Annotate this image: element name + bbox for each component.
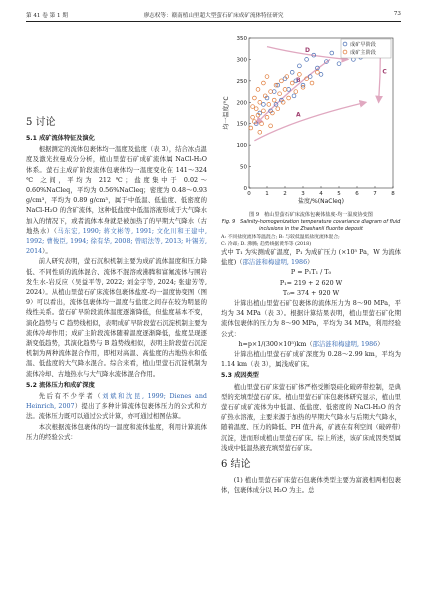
x-tick-label: 2 [283,191,287,197]
early-stage-point [272,90,276,94]
early-stage-point [337,62,341,66]
main-stage-point [265,75,269,79]
main-stage-point [269,90,273,94]
early-stage-point [287,88,291,92]
main-stage-point [316,70,320,74]
y-tick-label: 100 [236,143,247,150]
section-5-title: 5 讨论 [26,117,56,128]
citation-link[interactable]: 马东宏, 1990; 蒋文彬等, 1991; 文化川和王建中, 1992; 曹俊臣, 1994; 徐有华, 2008; 曾昭法等, 2013; 叶锡芳, 2014 [26,227,208,256]
equation-depth: h=p×1/(300×10⁵)km（邵洁涟和梅建明, 1986） [238,340,384,348]
y-tick-label: 200 [236,100,247,107]
main-stage-point [258,130,262,134]
x-tick-label: 1 [265,191,269,197]
main-stage-point [290,81,294,85]
x-tick-label: 4 [319,191,323,197]
early-stage-point [262,103,266,107]
paragraph-genetic-type: 植山里萤石矿床萤石矿体严格受断裂硅化破碎带控制，是典型的充填型萤石矿床。植山里萤石矿床包裹体研究显示，植山里萤石矿成矿流体为中低温、低盐度、低密度的 NaCl-H₂O 的含矿热水溶液，主要来源于加热的早期大气降水与后期大气降水，随着温度、压力的降低、PH 值升高，矿液在有利空间（破碎带）沉淀，进而形成植山里萤石矿床。综上所述，该矿床成因类型属浅成中低温热液充填型萤石矿床。 [221,383,401,452]
caption-en: Fig. 9 Salinity-homogenization temperature covariance diagram of fluid inclusions in the Zhashanli fluorite deposit [221,219,401,233]
y-axis-label: 均一温度/°C [223,96,230,130]
running-title: 廖志权等：赣南植山里超大型萤石矿床成矿流体特征研究 [143,13,284,19]
main-stage-point [278,92,282,96]
issue-label: 第 41 卷 第 1 期 [26,13,68,19]
main-stage-point [249,126,253,130]
main-stage-point [310,81,314,85]
trend-label: A [296,111,301,119]
main-stage-point [262,81,266,85]
section-5-1-title: 5.1 成矿流体特征及演化 [26,135,95,142]
main-stage-point [253,96,257,100]
citation-link[interactable]: 邵洁涟和梅建明, 1986 [312,340,378,348]
main-stage-point [258,100,262,104]
caption-cn: 图 9 植山里萤石矿床流体包裹体盐度-均一温度协变图 [249,212,373,218]
left-column [26,116,207,443]
caption-note-2: C: 冷却; D. 沸腾; 趋势线据黄华等 (2018) [221,241,312,247]
page-number: 73 [393,11,401,17]
caption-note-1: A: 不同盐度流体等温混合; B: 与较低温低盐度流体混合; [221,234,340,240]
paragraph-empirical-formula: 本次根据流体包裹体的均一温度和流体盐度，利用计算流体压力的经验公式： [26,423,207,441]
header-rule [26,21,401,22]
paragraph-precipitation-mechanism: 前人研究表明，萤石沉积机制主要为成矿流体温度和压力降低、不同性质的流体混合、流体不混溶或沸腾和富氟流体与围岩发生水-岩反应（吴益平等, 2022; 刘金宇等, 2024; 张建芳等, 2024）。从植山里萤石矿床流体包裹体盐度-均一温度协变图（图 9）可以看出，流体包裹体均一温度与盐度之间存在较为明显的线性关系。萤石矿早阶段流体温度逐渐降低，但盐度基本不变，演化趋势与 C 趋势线相似，表明成矿早阶段萤石沉淀机制主要为流体冷却作用；成矿主阶段流体随着温度逐渐降低，盐度呈现逐渐变低趋势，其演化趋势与 B 趋势线相似，表明主阶段萤石沉淀机制为两种流体混合作用，即相对高温、高盐度的古地热水和低温、低盐度的大气降水混合。综合来看，植山里萤石沉淀机制为流体冷却、古地热水与大气降水流体混合作用。 [26,258,207,378]
running-header [26,11,401,21]
y-tick-label: 350 [236,36,247,42]
main-stage-point [265,115,269,119]
paragraph-conclusion-1: (1) 植山里萤石矿床萤石包裹体类型主要为富液相两相包裹体，包裹体成分以 H₂O 为主。总 [221,477,401,495]
paragraph-symbol-definitions: 式中 T₁ 为实测成矿温度，P₁ 为成矿压力 (×10⁵ Pa，W 为流体盐度)（邵洁涟和梅建明, 1986） [221,249,401,267]
main-stage-point [251,105,255,109]
main-stage-point [287,96,291,100]
paragraph-depth-results: 计算出植山里萤石矿成矿深度为 0.28～2.99 km，平均为 1.14 km（表 3），属浅成矿床。 [221,351,401,369]
main-stage-point [298,73,302,77]
y-tick-label: 150 [236,121,247,128]
x-tick-label: 8 [391,191,395,197]
paragraph-pressure-methods: 先后有不少学者（刘斌和沈昆, 1999; Dienes and Heinrich, 2007）提出了多种计算流体包裹体压力的公式和方法。流体压力既可以通过公式计算，亦可通过相图估算。 [26,393,207,421]
main-stage-point [251,115,255,119]
trend-line [379,51,381,102]
section-5-2-title: 5.2 流体压力和成矿深度 [26,381,95,389]
main-stage-point [283,88,287,92]
early-stage-point [292,94,296,98]
early-stage-point [319,73,323,77]
citation-link[interactable]: 邵洁涟和梅建明, 1986 [242,259,308,267]
x-tick-label: 7 [373,191,377,197]
section-6-title: 6 结论 [221,459,251,471]
x-tick-label: 6 [355,191,359,197]
y-tick-label: 250 [236,78,247,85]
citation-link[interactable]: 刘斌和沈昆, 1999; Dienes and Heinrich, 2007 [26,393,207,411]
scatter-plot [221,30,401,210]
equation-1: P = P₁T₁ / T₀ [290,269,332,277]
main-stage-point [267,103,271,107]
section-5-3-title: 5.3 成因类型 [221,372,259,380]
paragraph-fluid-characteristics: 根据测定的流体包裹体均一温度及盐度（表 3），结合冰点温度及激光拉曼成分分析，植山里萤石矿成矿流体属 NaCl-H₂O 体系。萤石主成矿阶段流体包裹体均一温度变化在 141～324 ℃ 之间，平均为 212 ℃；盐度集中于 0.02～0.60%NaCleq，平均为 0.56%NaCleq；密度为 0.48～0.93 g/cm³，平均为 0.89 g/cm³，属于中低温、低盐度、低密度的 NaCl-H₂O 的含矿流体，这种低盐度中低温溶液形成于大气降水加入的情况下，或者流体本身就是被加热了的早期大气降水（古地热水）（马东宏, 1990; 蒋文彬等, 1991; 文化川和王建中, 1992; 曹俊臣, 1994; 徐有华, 2008; 曾昭法等, 2013; 叶锡芳, 2014）。 [26,146,208,256]
x-tick-label: 0 [247,191,251,197]
main-stage-point [254,107,258,111]
main-stage-point [280,79,284,83]
legend-label: 成矿早阶段 [350,42,376,48]
legend-label: 成矿主阶段 [350,50,376,56]
main-stage-point [256,88,260,92]
main-stage-point [269,124,273,128]
trend-label: B [296,77,301,85]
main-stage-point [272,98,276,102]
trend-label: D [305,47,310,55]
paragraph-pressure-results: 计算出植山里萤石矿包裹体的流体压力为 8～90 MPa，平均为 34 MPa（表 3）。根据计算结果表明，植山里萤石矿化期流体包裹体的压力为 8～90 MPa，平均为 34 MPa，利用经验公式： [221,300,401,338]
equation-2: P₁= 219 + 2 620 W [279,279,343,287]
main-stage-point [294,90,298,94]
y-tick-label: 300 [236,57,247,64]
early-stage-point [330,51,334,55]
equation-3: T₀= 374 + 920 W [282,289,340,297]
x-axis-label: 盐度/%(NaCleq) [298,198,344,205]
x-tick-label: 3 [301,191,305,197]
main-stage-point [262,109,266,113]
early-stage-point [298,64,302,68]
figure-caption [221,212,401,248]
early-stage-point [290,70,294,74]
trend-label: C [382,68,387,76]
figure-9-chart [221,30,401,210]
y-tick-label: 0 [243,186,247,192]
y-tick-label: 50 [240,164,247,171]
x-tick-label: 5 [337,191,341,197]
early-stage-point [305,58,309,62]
main-stage-point [260,122,264,126]
right-column [221,248,401,496]
main-stage-point [276,107,280,111]
